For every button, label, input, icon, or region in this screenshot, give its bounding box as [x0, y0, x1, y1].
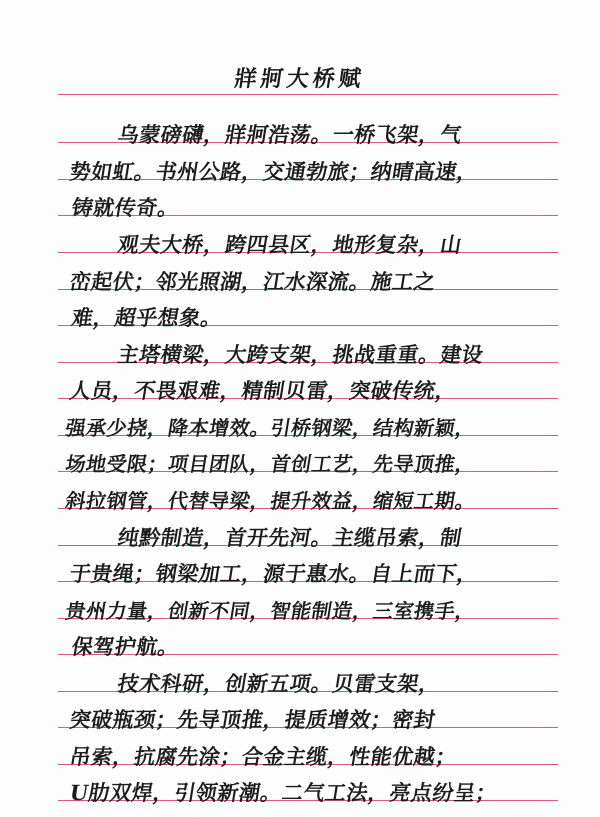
text-line: 保驾护航。: [69, 634, 182, 659]
text-line: 观夫大桥，跨四县区，地形复杂，山: [115, 232, 464, 257]
text-line: 技术科研，创新五项。贝雷支架，: [115, 671, 443, 696]
text-line: 强承少挠，降本增效。引桥钢梁，结构新颖，: [63, 416, 478, 440]
text-line: 主塔横梁，大跨支架，挑战重重。建设: [115, 342, 486, 367]
page-title: 牂牁大桥赋: [232, 66, 367, 92]
text-line: 铸就传奇。: [69, 195, 182, 220]
text-line: 斜拉钢管，代替导梁，提升效益，缩短工期。: [63, 489, 478, 513]
text-line: 乌蒙磅礴，牂牁浩荡。一桥飞架，气: [115, 122, 464, 147]
text-line: 势如虹。书州公路，交通勃旅；纳晴高速，: [67, 159, 481, 184]
text-line: 峦起伏；邻光照湖，江水深流。施工之: [67, 269, 438, 294]
text-line: 突破瓶颈；先导顶推，提质增效；密封: [67, 707, 438, 732]
text-line: 纯黔制造，首开先河。主缆吊索，制: [115, 525, 464, 550]
text-line: 难，超乎想象。: [69, 305, 225, 330]
text-line: 场地受限；项目团队，首创工艺，先导顶推，: [63, 452, 478, 476]
text-line: 贵州力量，创新不同，智能制造，三室携手，: [63, 599, 478, 623]
ruled-line: [58, 94, 558, 95]
text-line: 人员，不畏艰难，精制贝雷，突破传统，: [67, 378, 459, 403]
text-line: U肋双焊，引领新潮。二气工法，亮点纷呈；: [67, 780, 500, 805]
text-line: 吊索，抗腐先涂；合金主缆，性能优越；: [67, 744, 459, 769]
text-line: 于贵绳；钢梁加工，源于惠水。自上而下，: [67, 561, 481, 586]
